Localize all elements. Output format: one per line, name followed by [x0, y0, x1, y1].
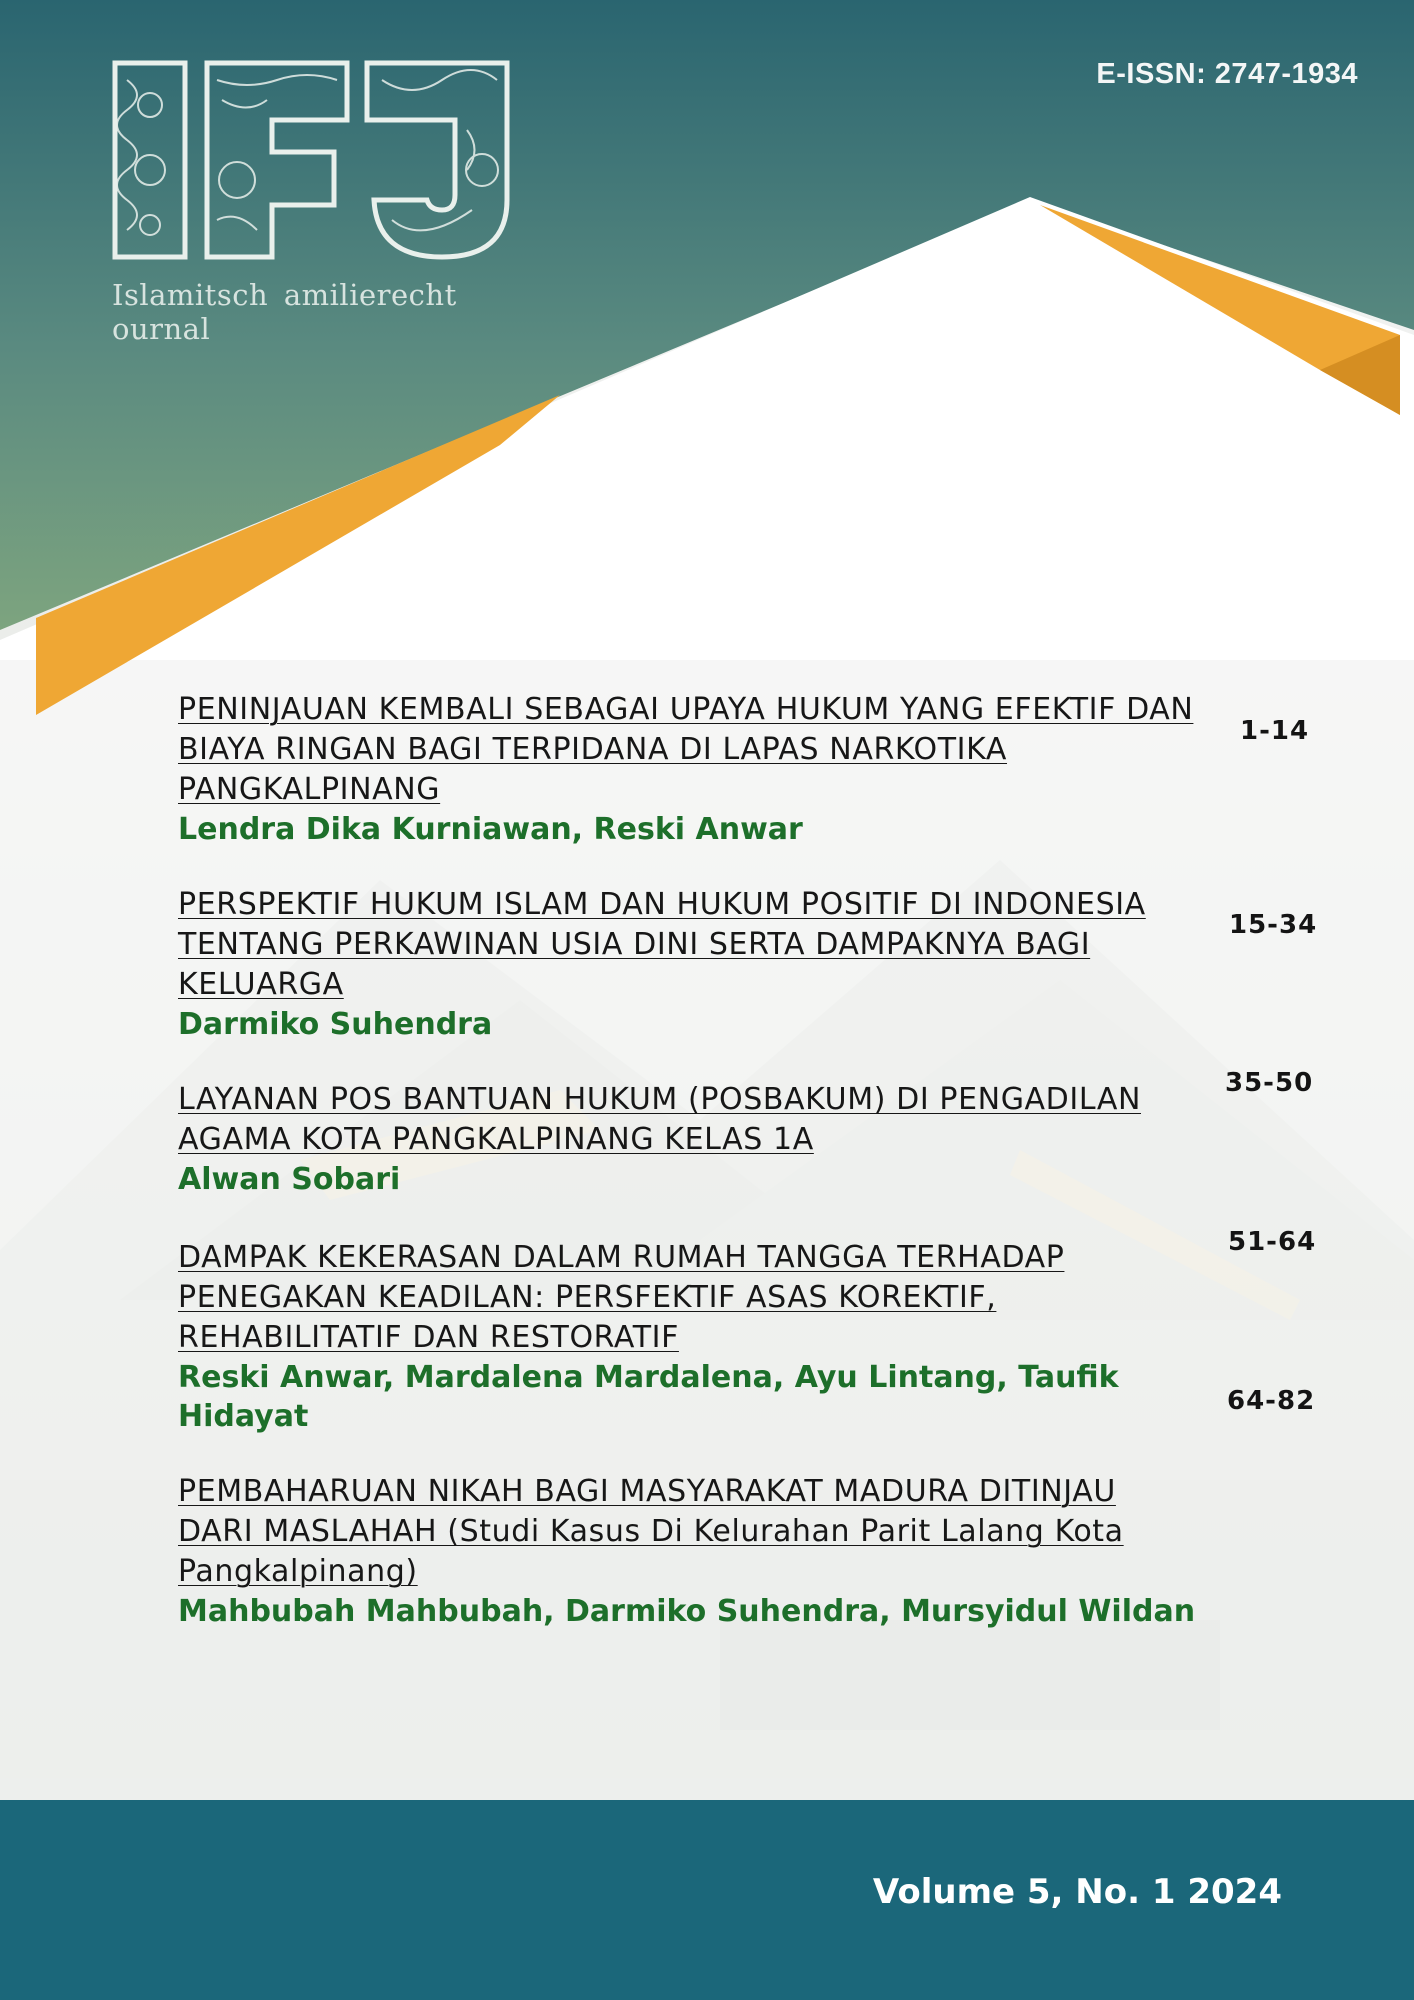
article-authors: Darmiko Suhendra [178, 1007, 493, 1042]
article-entry [178, 690, 1198, 849]
article-title-link[interactable]: PEMBAHARUAN NIKAH BAGI MASYARAKAT MADURA DITINJAU DARI MASLAHAH (Studi Kasus Di Kelurahan Parit Lalang Kota Pangkalpinang) [178, 1474, 1124, 1589]
article-title-link[interactable]: PERSPEKTIF HUKUM ISLAM DAN HUKUM POSITIF DI INDONESIA TENTANG PERKAWINAN USIA DINI SERTA DAMPAKNYA BAGI KELUARGA [178, 887, 1146, 1002]
article-title-link[interactable]: DAMPAK KEKERASAN DALAM RUMAH TANGGA TERHADAP PENEGAKAN KEADILAN: PERSFEKTIF ASAS KOREKTIF, REHABILITATIF DAN RESTORATIF [178, 1240, 1065, 1355]
volume-issue-label: Volume 5, No. 1 2024 [872, 1872, 1282, 1912]
page-range: 15-34 [1229, 910, 1318, 940]
page-range: 35-50 [1225, 1068, 1314, 1098]
page-range: 51-64 [1228, 1227, 1317, 1257]
issn-label: E-ISSN: 2747-1934 [1096, 58, 1358, 90]
logo-caption: Islamitsch amilierecht ournal [112, 278, 457, 346]
article-entry [178, 1472, 1198, 1631]
article-title-link[interactable]: PENINJAUAN KEMBALI SEBAGAI UPAYA HUKUM YANG EFEKTIF DAN BIAYA RINGAN BAGI TERPIDANA DI LAPAS NARKOTIKA PANGKALPINANG [178, 692, 1194, 807]
ifj-logo [112, 60, 512, 260]
page-range: 64-82 [1227, 1386, 1316, 1416]
article-authors: Reski Anwar, Mardalena Mardalena, Ayu Lintang, Taufik Hidayat [178, 1360, 1119, 1434]
article-authors: Mahbubah Mahbubah, Darmiko Suhendra, Mursyidul Wildan [178, 1594, 1196, 1629]
article-authors: Lendra Dika Kurniawan, Reski Anwar [178, 812, 803, 847]
article-entry [178, 1080, 1198, 1199]
page-range: 1-14 [1240, 716, 1310, 746]
article-entry [178, 885, 1198, 1044]
article-entry [178, 1238, 1198, 1436]
article-authors: Alwan Sobari [178, 1162, 401, 1197]
article-title-link[interactable]: LAYANAN POS BANTUAN HUKUM (POSBAKUM) DI PENGADILAN AGAMA KOTA PANGKALPINANG KELAS 1A [178, 1082, 1141, 1157]
